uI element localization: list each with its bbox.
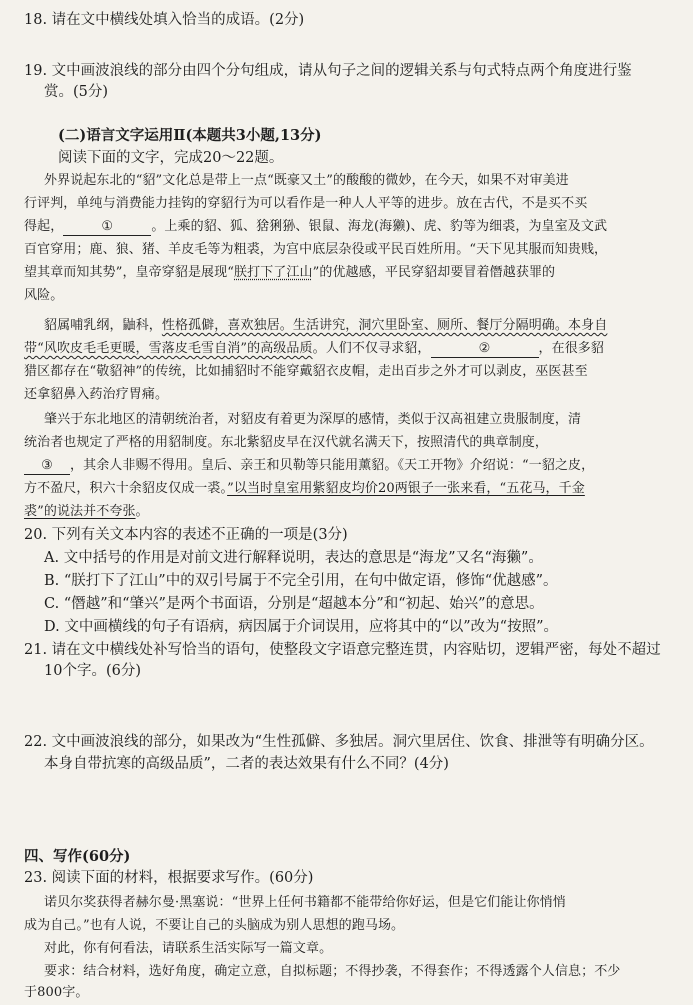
section-2-instruction: 阅读下面的文字，完成20～22题。 (58, 150, 284, 166)
passage-p1-line4: 百官穿用；鹿、狼、猪、羊皮毛等为粗裘，为宫中底层杂役或平民百姓所用。“天下见其服而知贵贱， (24, 242, 608, 257)
question-19-line1: 19. 文中画波浪线的部分由四个分句组成，请从句子之间的逻辑关系与句式特点两个角度进行鉴 (24, 63, 632, 79)
question-23-requirements-line1: 要求：结合材料，选好角度，确定立意，自拟标题；不得抄袭，不得套作；不得透露个人信息；不少 (44, 964, 621, 979)
passage-text: ，其余人非赐不得用。皇后、亲王和贝勒等只能用薰貂。《天工开物》介绍说：“一貂之皮， (70, 458, 595, 473)
question-22-line2: 本身自带抗寒的高级品质”，二者的表达效果有什么不同？(4分) (44, 756, 449, 772)
passage-p3-line3 (24, 456, 594, 476)
passage-p1-line2: 行评判，单纯与消费能力挂钩的穿貂行为可以看作是一种人人平等的进步。放在古代，不是买不买 (24, 196, 588, 211)
passage-text: 得起， (24, 219, 64, 234)
section-4-heading: 四、写作(60分) (24, 848, 131, 865)
underlined-sentence: ”以当时皇室用紫貂皮均价20两银子一张来看，“五花马，千金 (227, 481, 585, 496)
wavy-underlined-text: 性格孤僻，喜欢独居。生活讲究，洞穴里卧室、厕所、餐厅分隔明确。本身自 (161, 318, 608, 333)
passage-p1-line5 (24, 263, 555, 283)
passage-text: ，在很多貂 (538, 341, 605, 356)
underlined-sentence: 裘”的说法并不夸张 (24, 504, 136, 519)
dotted-phrase: 朕打下了江山 (234, 265, 313, 280)
passage-p1-line3 (24, 217, 607, 237)
question-23-material-line3: 对此，你有何看法，请联系生活实际写一篇文章。 (44, 941, 333, 956)
passage-text: 。上乘的貂、狐、猞猁狲、银鼠、海龙(海獭)、虎、豹等为细裘，为皇室及文武 (151, 219, 608, 234)
passage-text: 。人们不仅寻求貂， (312, 341, 431, 356)
passage-text: 方不盈尺，积六十余貂皮仅成一裘。 (24, 481, 228, 496)
question-20-option-b: B. “朕打下了江山”中的双引号属于不完全引用，在句中做定语，修饰“优越感”。 (44, 573, 558, 589)
question-19-line2: 赏。(5分) (44, 84, 109, 100)
passage-text: ”的优越感，平民穿貂却要冒着僭越获罪的 (312, 265, 556, 280)
question-20-option-a: A. 文中括号的作用是对前文进行解释说明，表达的意思是“海龙”又名“海獭”。 (44, 550, 543, 566)
blank-3: ③ (24, 458, 70, 475)
passage-p2-line1 (44, 316, 607, 336)
blank-1: ① (63, 219, 151, 236)
passage-p3-line4 (24, 479, 585, 499)
passage-text: 望其章而知其势”，皇帝穿貂是展现“ (24, 265, 234, 280)
passage-p3-line2: 统治者也规定了严格的用貂制度。东北紫貂皮早在汉代就名满天下，按照清代的典章制度， (24, 435, 549, 450)
question-22-line1: 22. 文中画波浪线的部分，如果改为“生性孤僻、多独居。洞穴里居住、饮食、排泄等有明确分区。 (24, 734, 654, 750)
question-20-option-d: D. 文中画横线的句子有语病，病因属于介词误用，应将其中的“以”改为“按照”。 (44, 619, 558, 635)
question-20-option-c: C. “僭越”和“肇兴”是两个书面语，分别是“超越本分”和“初起、始兴”的意思。 (44, 596, 544, 612)
passage-p3-line5 (24, 502, 149, 522)
question-21-line1: 21. 请在文中横线处补写恰当的语句，使整段文字语意完整连贯，内容贴切，逻辑严密，每处不超过 (24, 642, 661, 658)
passage-p1-line6: 风险。 (24, 288, 64, 303)
question-23-material-line2: 成为自己。”也有人说，不要让自己的头脑成为别人思想的跑马场。 (24, 918, 405, 933)
section-2-heading: (二)语言文字运用Ⅱ(本题共3小题,13分) (58, 127, 322, 144)
passage-p2-line3: 猎区都存在“敬貂神”的传统，比如捕貂时不能穿戴貂衣皮帽，走出百步之外才可以剥皮，巫医甚至 (24, 364, 588, 379)
passage-text: 貂属哺乳纲，鼬科， (44, 318, 162, 333)
blank-2: ② (431, 341, 539, 358)
question-18: 18. 请在文中横线处填入恰当的成语。(2分) (24, 12, 305, 28)
question-23-material-line1: 诺贝尔奖获得者赫尔曼·黑塞说：“世界上任何书籍都不能带给你好运，但是它们能让你悄悄 (44, 895, 566, 910)
wavy-underlined-text: 带“风吹皮毛毛更暖，雪落皮毛雪自消”的高级品质 (24, 341, 313, 356)
passage-p2-line4: 还拿貂鼻入药治疗胃痛。 (24, 387, 169, 402)
passage-p2-line2 (24, 339, 604, 359)
question-23-requirements-line2: 于800字。 (24, 985, 89, 1000)
passage-p3-line1: 肇兴于东北地区的清朝统治者，对貂皮有着更为深厚的感情，类似于汉高祖建立贵服制度，清 (44, 412, 582, 427)
question-20-stem: 20. 下列有关文本内容的表述不正确的一项是(3分) (24, 527, 348, 543)
question-21-line2: 10个字。(6分) (44, 663, 141, 679)
passage-text: 。 (135, 504, 149, 519)
passage-p1-line1: 外界说起东北的“貂”文化总是带上一点“既豪又土”的酸酸的微妙，在今天，如果不对审美进 (44, 173, 569, 188)
question-23-stem: 23. 阅读下面的材料，根据要求写作。(60分) (24, 870, 314, 886)
